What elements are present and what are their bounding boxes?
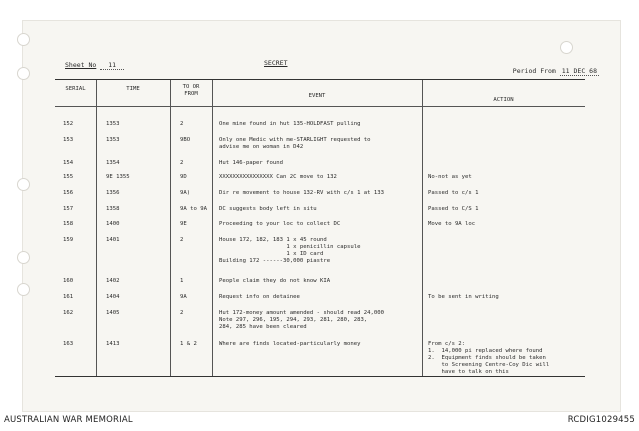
cell-tofrom: 9BO xyxy=(180,137,191,143)
cell-serial: 154 xyxy=(63,160,74,166)
cell-time: 1356 xyxy=(106,190,120,196)
cell-tofrom: 1 & 2 xyxy=(180,341,197,347)
cell-tofrom: 9A xyxy=(180,294,187,300)
cell-serial: 158 xyxy=(63,221,74,227)
punch-hole xyxy=(17,67,30,80)
period-from xyxy=(513,67,599,75)
cell-action: From c/s 2: 1. 14,000 pi replaced where found 2. Equipment finds should be taken to Screening Centre-Coy Dic will have to talk on this xyxy=(428,341,550,375)
cell-event: Only one Medic with me-STARLIGHT requested to advise me on woman in D42 xyxy=(219,137,371,150)
cell-time: 1404 xyxy=(106,294,120,300)
cell-time: 1353 xyxy=(106,137,120,143)
cell-tofrom: 9E xyxy=(180,221,187,227)
cell-tofrom: 2 xyxy=(180,310,184,316)
cell-event: Proceeding to your loc to collect DC xyxy=(219,221,341,227)
footer-source: AUSTRALIAN WAR MEMORIAL xyxy=(4,415,133,425)
cell-serial: 161 xyxy=(63,294,74,300)
cell-action: Passed to C/S 1 xyxy=(428,206,479,212)
classification-marking: SECRET xyxy=(264,59,288,67)
cell-serial: 157 xyxy=(63,206,74,212)
cell-serial: 156 xyxy=(63,190,74,196)
cell-event: Dir re movement to house 132-RV with c/s 1 at 133 xyxy=(219,190,385,196)
cell-tofrom: 9A to 9A xyxy=(180,206,207,212)
cell-time: 1405 xyxy=(106,310,120,316)
cell-action: Passed to c/s 1 xyxy=(428,190,479,196)
column-divider xyxy=(96,80,97,376)
cell-serial: 159 xyxy=(63,237,74,243)
cell-event: Where are finds located-particularly money xyxy=(219,341,361,347)
punch-hole xyxy=(560,41,573,54)
period-label: Period From xyxy=(512,67,556,75)
cell-time: 1400 xyxy=(106,221,120,227)
sheet-value: 11 xyxy=(100,61,124,70)
cell-tofrom: 2 xyxy=(180,237,184,243)
war-diary-table xyxy=(55,79,585,377)
cell-tofrom: 1 xyxy=(180,278,184,284)
period-value: 11 DEC 68 xyxy=(561,67,597,75)
col-action-header: ACTION xyxy=(493,97,514,103)
cell-time: 9E 1355 xyxy=(106,174,130,180)
cell-serial: 163 xyxy=(63,341,74,347)
cell-serial: 162 xyxy=(63,310,74,316)
punch-hole xyxy=(17,33,30,46)
cell-event: Request info on detainee xyxy=(219,294,300,300)
col-time-header: TIME xyxy=(126,86,140,92)
cell-event: DC suggests body left in situ xyxy=(219,206,317,212)
cell-event: People claim they do not know KIA xyxy=(219,278,331,284)
column-divider xyxy=(170,80,171,376)
cell-serial: 152 xyxy=(63,121,74,127)
column-divider xyxy=(422,80,423,376)
cell-tofrom: 9D xyxy=(180,174,187,180)
cell-serial: 155 xyxy=(63,174,74,180)
col-event-header: EVENT xyxy=(308,93,326,99)
cell-event: Hut 146-paper found xyxy=(219,160,283,166)
cell-event: One mine found in hut 135-HOLDFAST pulling xyxy=(219,121,361,127)
cell-serial: 160 xyxy=(63,278,74,284)
cell-event: House 172, 182, 183 1 x 45 round 1 x penicillin capsule 1 x ID card Building 172 ------30,000 piastre xyxy=(219,237,361,264)
cell-action: No-not as yet xyxy=(428,174,472,180)
cell-serial: 153 xyxy=(63,137,74,143)
cell-event: Hut 172-money amount amended - should read 24,000 Note 297, 296, 195, 294, 293, 281, 280, 283, 284, 285 have been cleared xyxy=(219,310,385,330)
cell-tofrom: 2 xyxy=(180,160,184,166)
punch-hole xyxy=(17,251,30,264)
cell-time: 1353 xyxy=(106,121,120,127)
cell-action: To be sent in writing xyxy=(428,294,499,300)
cell-time: 1402 xyxy=(106,278,120,284)
punch-hole xyxy=(17,283,30,296)
sheet-label: Sheet No xyxy=(65,61,97,69)
cell-time: 1358 xyxy=(106,206,120,212)
col-serial-header: SERIAL xyxy=(65,86,86,92)
punch-hole xyxy=(17,178,30,191)
column-divider xyxy=(212,80,213,376)
cell-time: 1401 xyxy=(106,237,120,243)
sheet-number xyxy=(65,61,124,69)
cell-time: 1413 xyxy=(106,341,120,347)
cell-tofrom: 9A) xyxy=(180,190,191,196)
footer-id: RCDIG1029455 xyxy=(567,415,635,425)
header-divider xyxy=(55,106,585,107)
cell-time: 1354 xyxy=(106,160,120,166)
cell-event: XXXXXXXXXXXXXXXX Can 2C move to 132 xyxy=(219,174,337,180)
cell-tofrom: 2 xyxy=(180,121,184,127)
cell-action: Move to 9A loc xyxy=(428,221,476,227)
col-tofrom-header: TO OR FROM xyxy=(182,84,200,97)
